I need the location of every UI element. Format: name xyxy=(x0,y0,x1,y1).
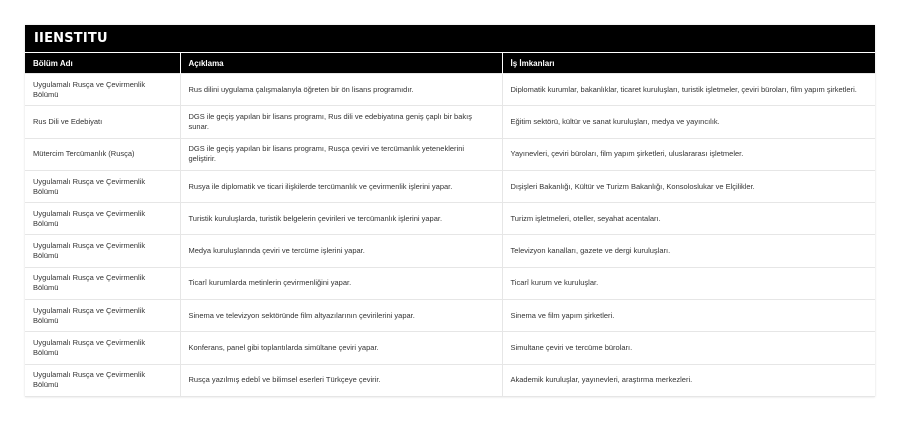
cell-description: Rusya ile diplomatik ve ticari ilişkilerde tercümanlık ve çevirmenlik işlerini yapar. xyxy=(180,170,502,202)
cell-department: Uygulamalı Rusça ve Çevirmenlik Bölümü xyxy=(25,267,180,299)
cell-description: Medya kuruluşlarında çeviri ve tercüme işlerini yapar. xyxy=(180,235,502,267)
table-row xyxy=(25,364,875,396)
cell-department: Mütercim Tercümanlık (Rusça) xyxy=(25,138,180,170)
programs-table xyxy=(25,52,875,397)
table-body xyxy=(25,74,875,397)
header-row xyxy=(25,53,875,74)
cell-job-opportunities: Dışişleri Bakanlığı, Kültür ve Turizm Bakanlığı, Konsoloslukar ve Elçilikler. xyxy=(502,170,875,202)
cell-description: Konferans, panel gibi toplantılarda simültane çeviri yapar. xyxy=(180,332,502,364)
cell-job-opportunities: Ticarî kurum ve kuruluşlar. xyxy=(502,267,875,299)
cell-department: Uygulamalı Rusça ve Çevirmenlik Bölümü xyxy=(25,235,180,267)
table-row xyxy=(25,74,875,106)
cell-department: Uygulamalı Rusça ve Çevirmenlik Bölümü xyxy=(25,364,180,396)
table-row xyxy=(25,332,875,364)
cell-job-opportunities: Simultane çeviri ve tercüme büroları. xyxy=(502,332,875,364)
cell-description: Rus dilini uygulama çalışmalarıyla öğreten bir ön lisans programıdır. xyxy=(180,74,502,106)
table-row xyxy=(25,300,875,332)
cell-description: Sinema ve televizyon sektöründe film altyazılarının çevirilerini yapar. xyxy=(180,300,502,332)
cell-job-opportunities: Yayınevleri, çeviri büroları, film yapım şirketleri, uluslararası işletmeler. xyxy=(502,138,875,170)
cell-department: Uygulamalı Rusça ve Çevirmenlik Bölümü xyxy=(25,332,180,364)
table-row xyxy=(25,138,875,170)
brand-bar xyxy=(25,25,875,52)
cell-department: Uygulamalı Rusça ve Çevirmenlik Bölümü xyxy=(25,300,180,332)
cell-job-opportunities: Turizm işletmeleri, oteller, seyahat acentaları. xyxy=(502,203,875,235)
cell-job-opportunities: Televizyon kanalları, gazete ve dergi kuruluşları. xyxy=(502,235,875,267)
column-header-department: Bölüm Adı xyxy=(25,53,180,74)
cell-department: Uygulamalı Rusça ve Çevirmenlik Bölümü xyxy=(25,203,180,235)
column-header-description: Açıklama xyxy=(180,53,502,74)
cell-description: DGS ile geçiş yapılan bir lisans programı, Rus dili ve edebiyatına geniş çaplı bir bakış sunar. xyxy=(180,106,502,138)
table-row xyxy=(25,106,875,138)
cell-job-opportunities: Akademik kuruluşlar, yayınevleri, araştırma merkezleri. xyxy=(502,364,875,396)
table-header xyxy=(25,53,875,74)
cell-job-opportunities: Eğitim sektörü, kültür ve sanat kuruluşları, medya ve yayıncılık. xyxy=(502,106,875,138)
table-row xyxy=(25,235,875,267)
cell-description: DGS ile geçiş yapılan bir lisans programı, Rusça çeviri ve tercümanlık yeteneklerini geliştirir. xyxy=(180,138,502,170)
table-row xyxy=(25,170,875,202)
cell-description: Ticarî kurumlarda metinlerin çevirmenliğini yapar. xyxy=(180,267,502,299)
cell-department: Uygulamalı Rusça ve Çevirmenlik Bölümü xyxy=(25,74,180,106)
cell-job-opportunities: Sinema ve film yapım şirketleri. xyxy=(502,300,875,332)
column-header-job-opportunities: İş İmkanları xyxy=(502,53,875,74)
table-row xyxy=(25,203,875,235)
table-container xyxy=(25,25,875,397)
cell-department: Rus Dili ve Edebiyatı xyxy=(25,106,180,138)
cell-description: Rusça yazılmış edebî ve bilimsel eserleri Türkçeye çevirir. xyxy=(180,364,502,396)
brand-logo-text: IIENSTITU xyxy=(34,31,108,46)
cell-department: Uygulamalı Rusça ve Çevirmenlik Bölümü xyxy=(25,170,180,202)
table-row xyxy=(25,267,875,299)
cell-job-opportunities: Diplomatik kurumlar, bakanlıklar, ticaret kuruluşları, turistik işletmeler, çeviri büroları, film yapım şirketleri. xyxy=(502,74,875,106)
cell-description: Turistik kuruluşlarda, turistik belgelerin çevirileri ve tercümanlık işlerini yapar. xyxy=(180,203,502,235)
